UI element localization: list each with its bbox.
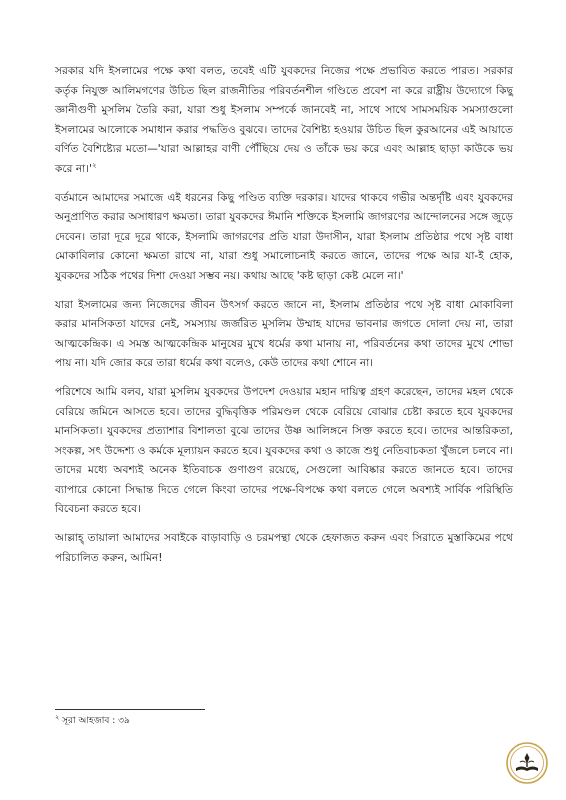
paragraph-4-text: পরিশেষে আমি বলব, যারা মুসলিম যুবকদের উপদেশ দেওয়ার মহান দায়িত্ব গ্রহণ করেছেন, তাদের মহল থেকে বেরিয়ে জমিনে আসতে হবে। তাদের বুদ্ধিবৃত্তিক পরিমণ্ডল থেকে বেরিয়ে বোঝার চেষ্টা করতে হবে যুবকদের মানসিকতা। যুবকদের প্রত্যাশার বিশালতা বুঝে তাদের উষ্ণ আলিঙ্গনে সিক্ত করতে হবে। তাদের আন্তরিকতা, সংকল্প, সৎ উদ্দেশ্য ও কর্মকে মূল্যায়ন করতে হবে। যুবকদের কথা ও কাজে শুধু নেতিবাচকতা খুঁজলে চলবে না। তাদের মধ্যে অবশ্যই অনেক ইতিবাচক গুণাগুণ রয়েছে, সেগুলো আবিষ্কার করতে জানতে হবে। তাদের ব্যাপারে কোনো সিদ্ধান্ত দিতে গেলে কিংবা তাদের পক্ষে-বিপক্ষে কথা বলতে গেলে অবশ্যই সার্বিক পরিস্থিতি বিবেচনা করতে হবে। — [55, 385, 513, 516]
paragraph-5-text: আল্লাহ্ তায়ালা আমাদের সবাইকে বাড়াবাড়ি ও চরমপন্থা থেকে হেফাজত করুন এবং সিরাতে মুস্তাকিমের পথে পরিচালিত করুন, আমিন! — [55, 532, 513, 564]
paragraph-1-text: সরকার যদি ইসলামের পক্ষে কথা বলত, তবেই এটি যুবকদের নিজের পক্ষে প্রভাবিত করতে পারত। সরকার কর্তৃক নিযুক্ত আলিমগণের উচিত ছিল রাজনীতির পরিবর্তনশীল গণ্ডিতে প্রবেশ না করে রাষ্ট্রীয় উদ্যোগে কিছু জ্ঞানীগুণী মুসলিম তৈরি করা, যারা শুধু ইসলাম সম্পর্কে জানবেই না, সাথে সাথে সামসময়িক সমস্যাগুলো ইসলামের আলোকে সমাধান করার পদ্ধতিও বুঝবে। তাদের বৈশিষ্ট্য হওয়ার উচিত ছিল কুরআনের এই আয়াতে বর্ণিত বৈশিষ্ট্যের মতো—'যারা আল্লাহর বাণী পৌঁছিয়ে দেয় ও তাঁকে ভয় করে এবং আল্লাহ ছাড়া কাউকে ভয় করে না।' — [55, 65, 513, 175]
footnote-reference[interactable]: ২ — [91, 161, 97, 170]
footnote — [55, 714, 130, 728]
footnote-marker: ২ — [55, 713, 60, 721]
paragraph-5 — [55, 529, 513, 568]
footnote-divider — [55, 709, 205, 710]
paragraph-2-text: বর্তমানে আমাদের সমাজে এই ধরনের কিছু পণ্ডিত ব্যক্তি দরকার। যাদের থাকবে গভীর অন্তর্দৃষ্টি এবং যুবকদের অনুপ্রাণিত করার অসাধারণ ক্ষমতা। তারা যুবকদের ঈমানি শক্তিকে ইসলামি জাগরণের আন্দোলনের সঙ্গে জুড়ে দেবেন। তারা দূরে দূরে থাকে, ইসলামি জাগরণের প্রতি যারা উদাসীন, যারা ইসলাম প্রতিষ্ঠার পথে সৃষ্ট বাধা মোকাবিলার কোনো ক্ষমতা রাখে না, যারা শুধু সমালোচনাই করতে জানে, তাদের পক্ষে আর যা-ই হোক, যুবকদের সঠিক পথের দিশা দেওয়া সম্ভব নয়। কথায় আছে 'কষ্ট ছাড়া কেষ্ট মেলে না।' — [55, 191, 513, 282]
paragraph-1 — [55, 62, 513, 180]
page-body — [55, 62, 513, 577]
paragraph-3 — [55, 296, 513, 374]
paragraph-4 — [55, 383, 513, 520]
book-emblem-icon — [506, 742, 548, 784]
footnote-text: সূরা আহজাব : ৩৯ — [62, 716, 130, 726]
paragraph-2 — [55, 189, 513, 287]
paragraph-3-text: যারা ইসলামের জন্য নিজেদের জীবন উৎসর্গ করতে জানে না, ইসলাম প্রতিষ্ঠার পথে সৃষ্ট বাধা মোকাবিলা করার মানসিকতা যাদের নেই, সমস্যায় জর্জরিত মুসলিম উম্মাহ যাদের ভাবনার জগতে দোলা দেয় না, তারা আত্মকেন্দ্রিক। এ সমস্ত আত্মকেন্দ্রিক মানুষের মুখে ধর্মের কথা মানায় না, পরিবর্তনের কথা তাদের মুখে শোভা পায় না। যদি জোর করে তারা ধর্মের কথা বলেও, কেউ তাদের কথা শোনে না। — [55, 298, 513, 370]
